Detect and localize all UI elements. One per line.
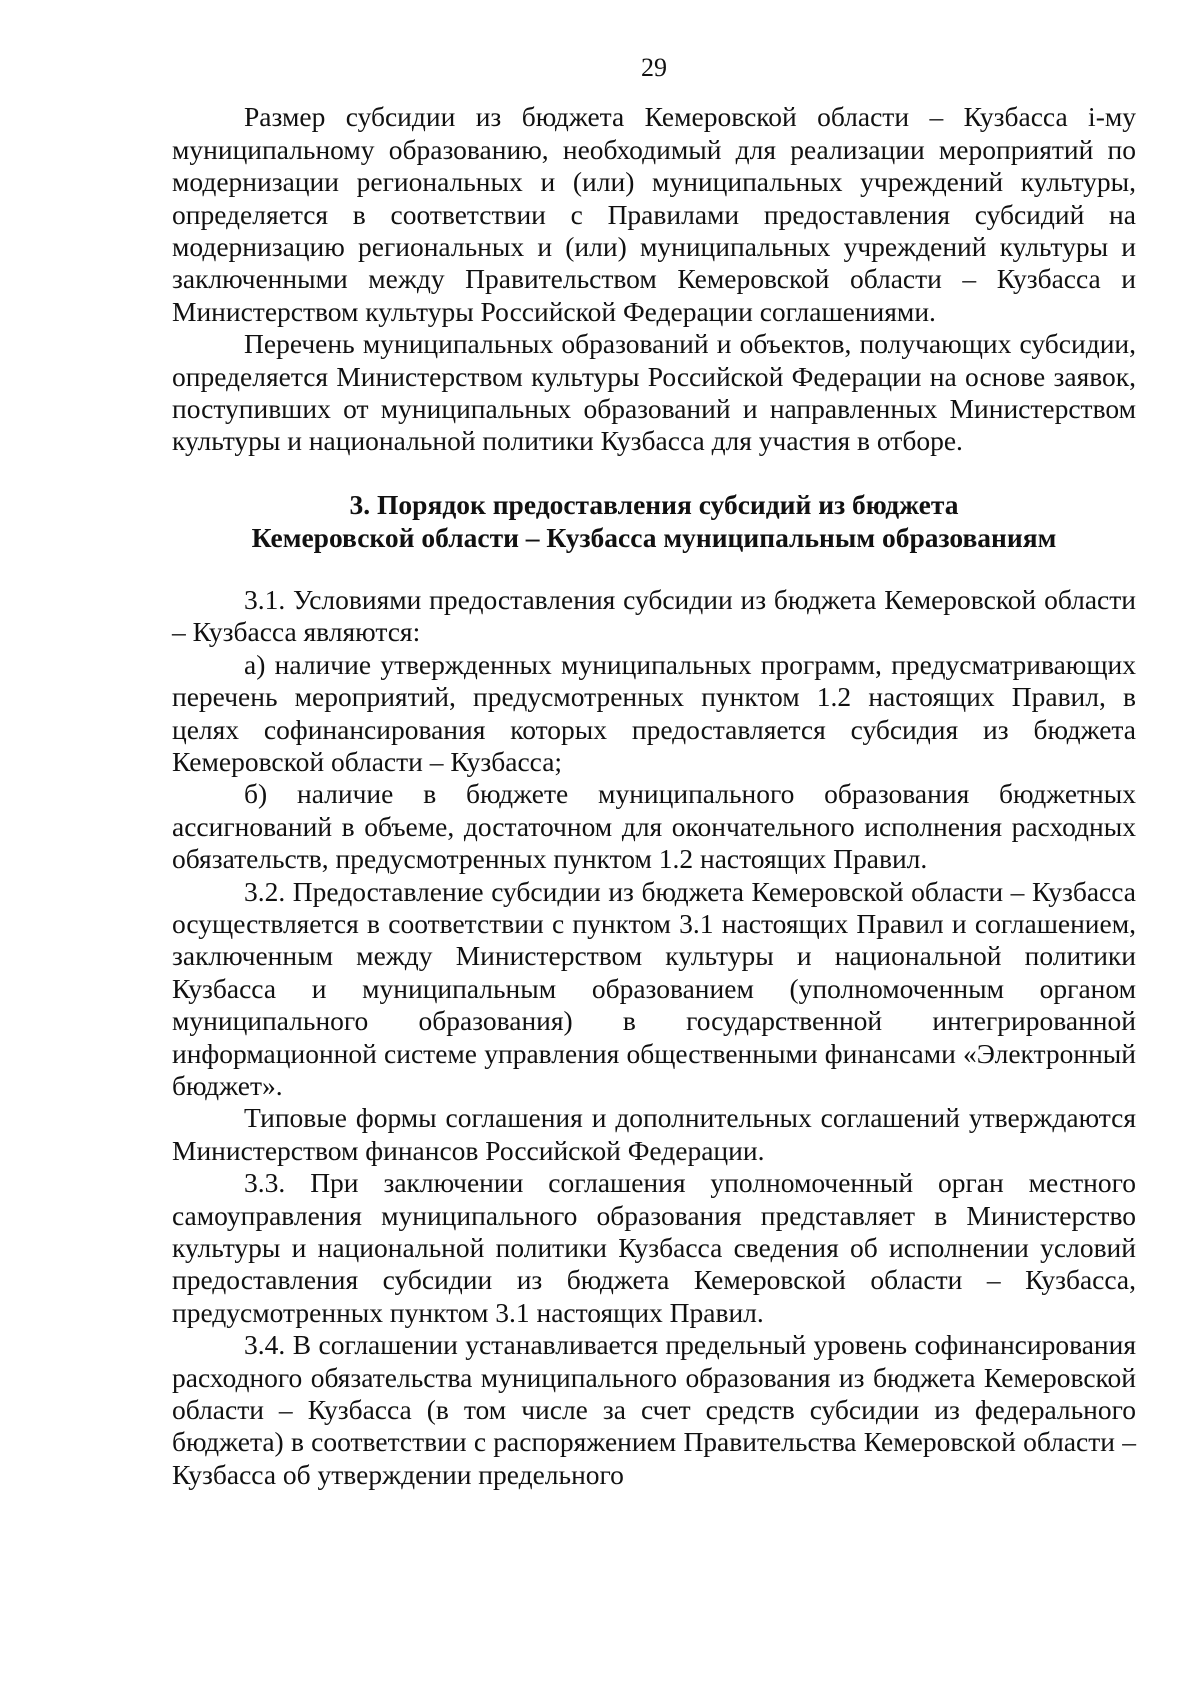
paragraph-municipalities-list: Перечень муниципальных образований и объектов, получающих субсидии, определяется Министерством культуры Российской Федерации на основе заявок, поступивших от муниципальных образований и направленных Министерством культуры и национальной политики Кузбасса для участия в отборе. [172,328,1136,457]
document-page [172,52,1136,1491]
section-heading-line-1: 3. Порядок предоставления субсидий из бюджета [349,488,959,520]
paragraph-standard-forms: Типовые формы соглашения и дополнительных соглашений утверждаются Министерством финансов Российской Федерации. [172,1102,1136,1166]
paragraph-3-1-a: а) наличие утвержденных муниципальных программ, предусматривающих перечень мероприятий, предусмотренных пунктом 1.2 настоящих Правил, в целях софинансирования которых предоставляется субсидия из бюджета Кемеровской области – Кузбасса; [172,648,1136,777]
section-heading [172,488,1136,554]
paragraph-subsidy-size: Размер субсидии из бюджета Кемеровской области – Кузбасса i-му муниципальному образованию, необходимый для реализации мероприятий по модернизации региональных и (или) муниципальных учреждений культуры, определяется в соответствии с Правилами предоставления субсидий на модернизацию региональных и (или) муниципальных учреждений культуры и заключенными между Правительством Кемеровской области – Кузбасса и Министерством культуры Российской Федерации соглашениями. [172,101,1136,327]
paragraph-3-3: 3.3. При заключении соглашения уполномоченный орган местного самоуправления муниципального образования представляет в Министерство культуры и национальной политики Кузбасса сведения об исполнении условий предоставления субсидии из бюджета Кемеровской области – Кузбасса, предусмотренных пунктом 3.1 настоящих Правил. [172,1167,1136,1328]
paragraph-3-4: 3.4. В соглашении устанавливается предельный уровень софинансирования расходного обязательства муниципального образования из бюджета Кемеровской области – Кузбасса (в том числе за счет средств субсидии из федерального бюджета) в соответствии с распоряжением Правительства Кемеровской области – Кузбасса об утверждении предельного [172,1329,1136,1490]
paragraph-3-1: 3.1. Условиями предоставления субсидии из бюджета Кемеровской области – Кузбасса являются: [172,583,1136,648]
section-heading-line-2: Кемеровской области – Кузбасса муниципальным образованиям [251,521,1057,553]
page-number: 29 [641,53,667,82]
paragraph-3-1-b: б) наличие в бюджете муниципального образования бюджетных ассигнований в объеме, достаточном для окончательного исполнения расходных обязательств, предусмотренных пунктом 1.2 настоящих Правил. [172,778,1136,875]
paragraph-3-2: 3.2. Предоставление субсидии из бюджета Кемеровской области – Кузбасса осуществляется в соответствии с пунктом 3.1 настоящих Правил и соглашением, заключенным между Министерством культуры и национальной политики Кузбасса и муниципальным образованием (уполномоченным органом муниципального образования) в государственной интегрированной информационной системе управления общественными финансами «Электронный бюджет». [172,875,1136,1101]
